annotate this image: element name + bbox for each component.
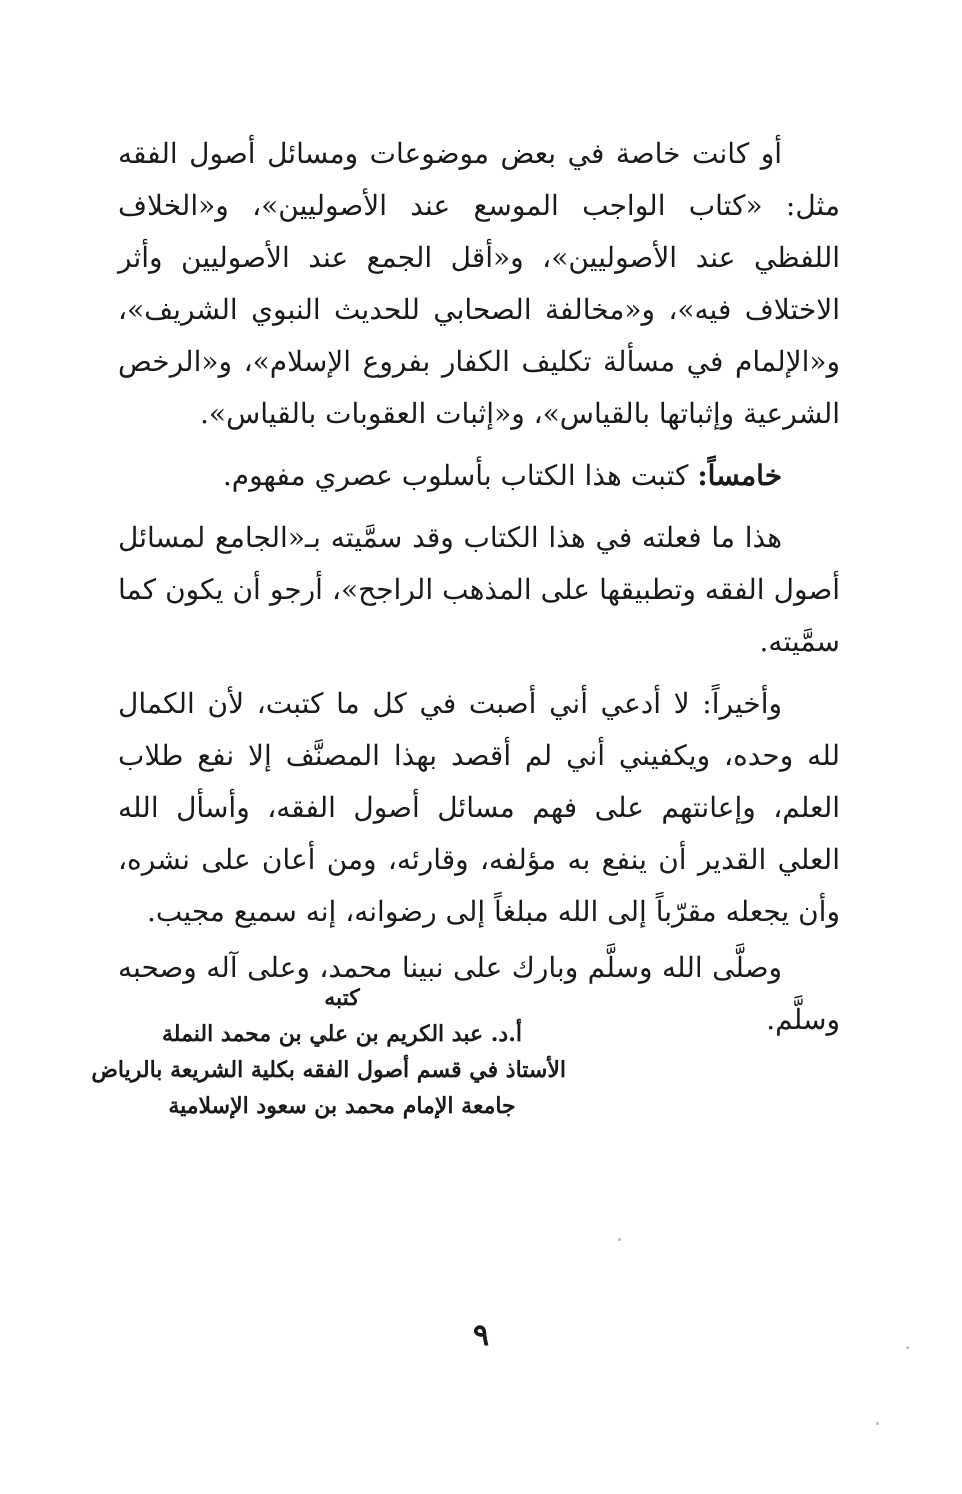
paragraph-examples — [118, 128, 840, 440]
author-name: أ.د. عبد الكريم بن علي بن محمد النملة — [161, 1021, 522, 1047]
paragraph-finally — [118, 678, 840, 938]
author-signature — [91, 980, 566, 1124]
scan-speck — [906, 1346, 909, 1349]
paragraph-text: وأخيراً: لا أدعي أني أصبت في كل ما كتبت، لأن الكمال لله وحده، ويكفيني أني لم أقصد بهذا المصنَّف إلا نفع طلاب العلم، وإعانتهم على فهم مسائل أصول الفقه، وأسأل الله العلي القدير أن ينفع به مؤلفه، وقارئه، ومن أعان على نشره، وأن يجعله مقرّباً إلى الله مبلغاً إلى رضوانه، إنه سميع مجيب. — [118, 687, 840, 928]
paragraph-text: كتبت هذا الكتاب بأسلوب عصري مفهوم. — [222, 459, 698, 492]
paragraph-lead: خامساً: — [697, 459, 782, 492]
paragraph-text: هذا ما فعلته في هذا الكتاب وقد سمَّيته بـ«الجامع لمسائل أصول الفقه وتطبيقها على المذهب الراجح»، أرجو أن يكون كما سمَّيته. — [118, 521, 840, 658]
paragraph-text: أو كانت خاصة في بعض موضوعات ومسائل أصول الفقه مثل: «كتاب الواجب الموسع عند الأصوليين»، و«الخلاف اللفظي عند الأصوليين»، و«أقل الجمع عند الأصوليين وأثر الاختلاف فيه»، و«مخالفة الصحابي للحديث النبوي الشريف»، و«الإلمام في مسألة تكليف الكفار بفروع الإسلام»، و«الرخص الشرعية وإثباتها بالقياس»، و«إثبات العقوبات بالقياس». — [118, 137, 840, 430]
signature-label: كتبه — [324, 985, 360, 1011]
page-body — [118, 128, 840, 1046]
author-position: الأستاذ في قسم أصول الفقه بكلية الشريعة بالرياض — [91, 1057, 566, 1083]
page-number: ٩ — [472, 1318, 490, 1353]
scan-speck — [618, 1238, 621, 1241]
author-institution: جامعة الإمام محمد بن سعود الإسلامية — [168, 1093, 516, 1119]
paragraph-book-title — [118, 512, 840, 668]
paragraph-fifth — [118, 450, 840, 502]
scan-speck — [876, 1422, 879, 1425]
paragraph-text: وصلَّى الله وسلَّم وبارك على نبينا محمد، وعلى آله وصحبه وسلَّم. — [118, 951, 840, 1036]
